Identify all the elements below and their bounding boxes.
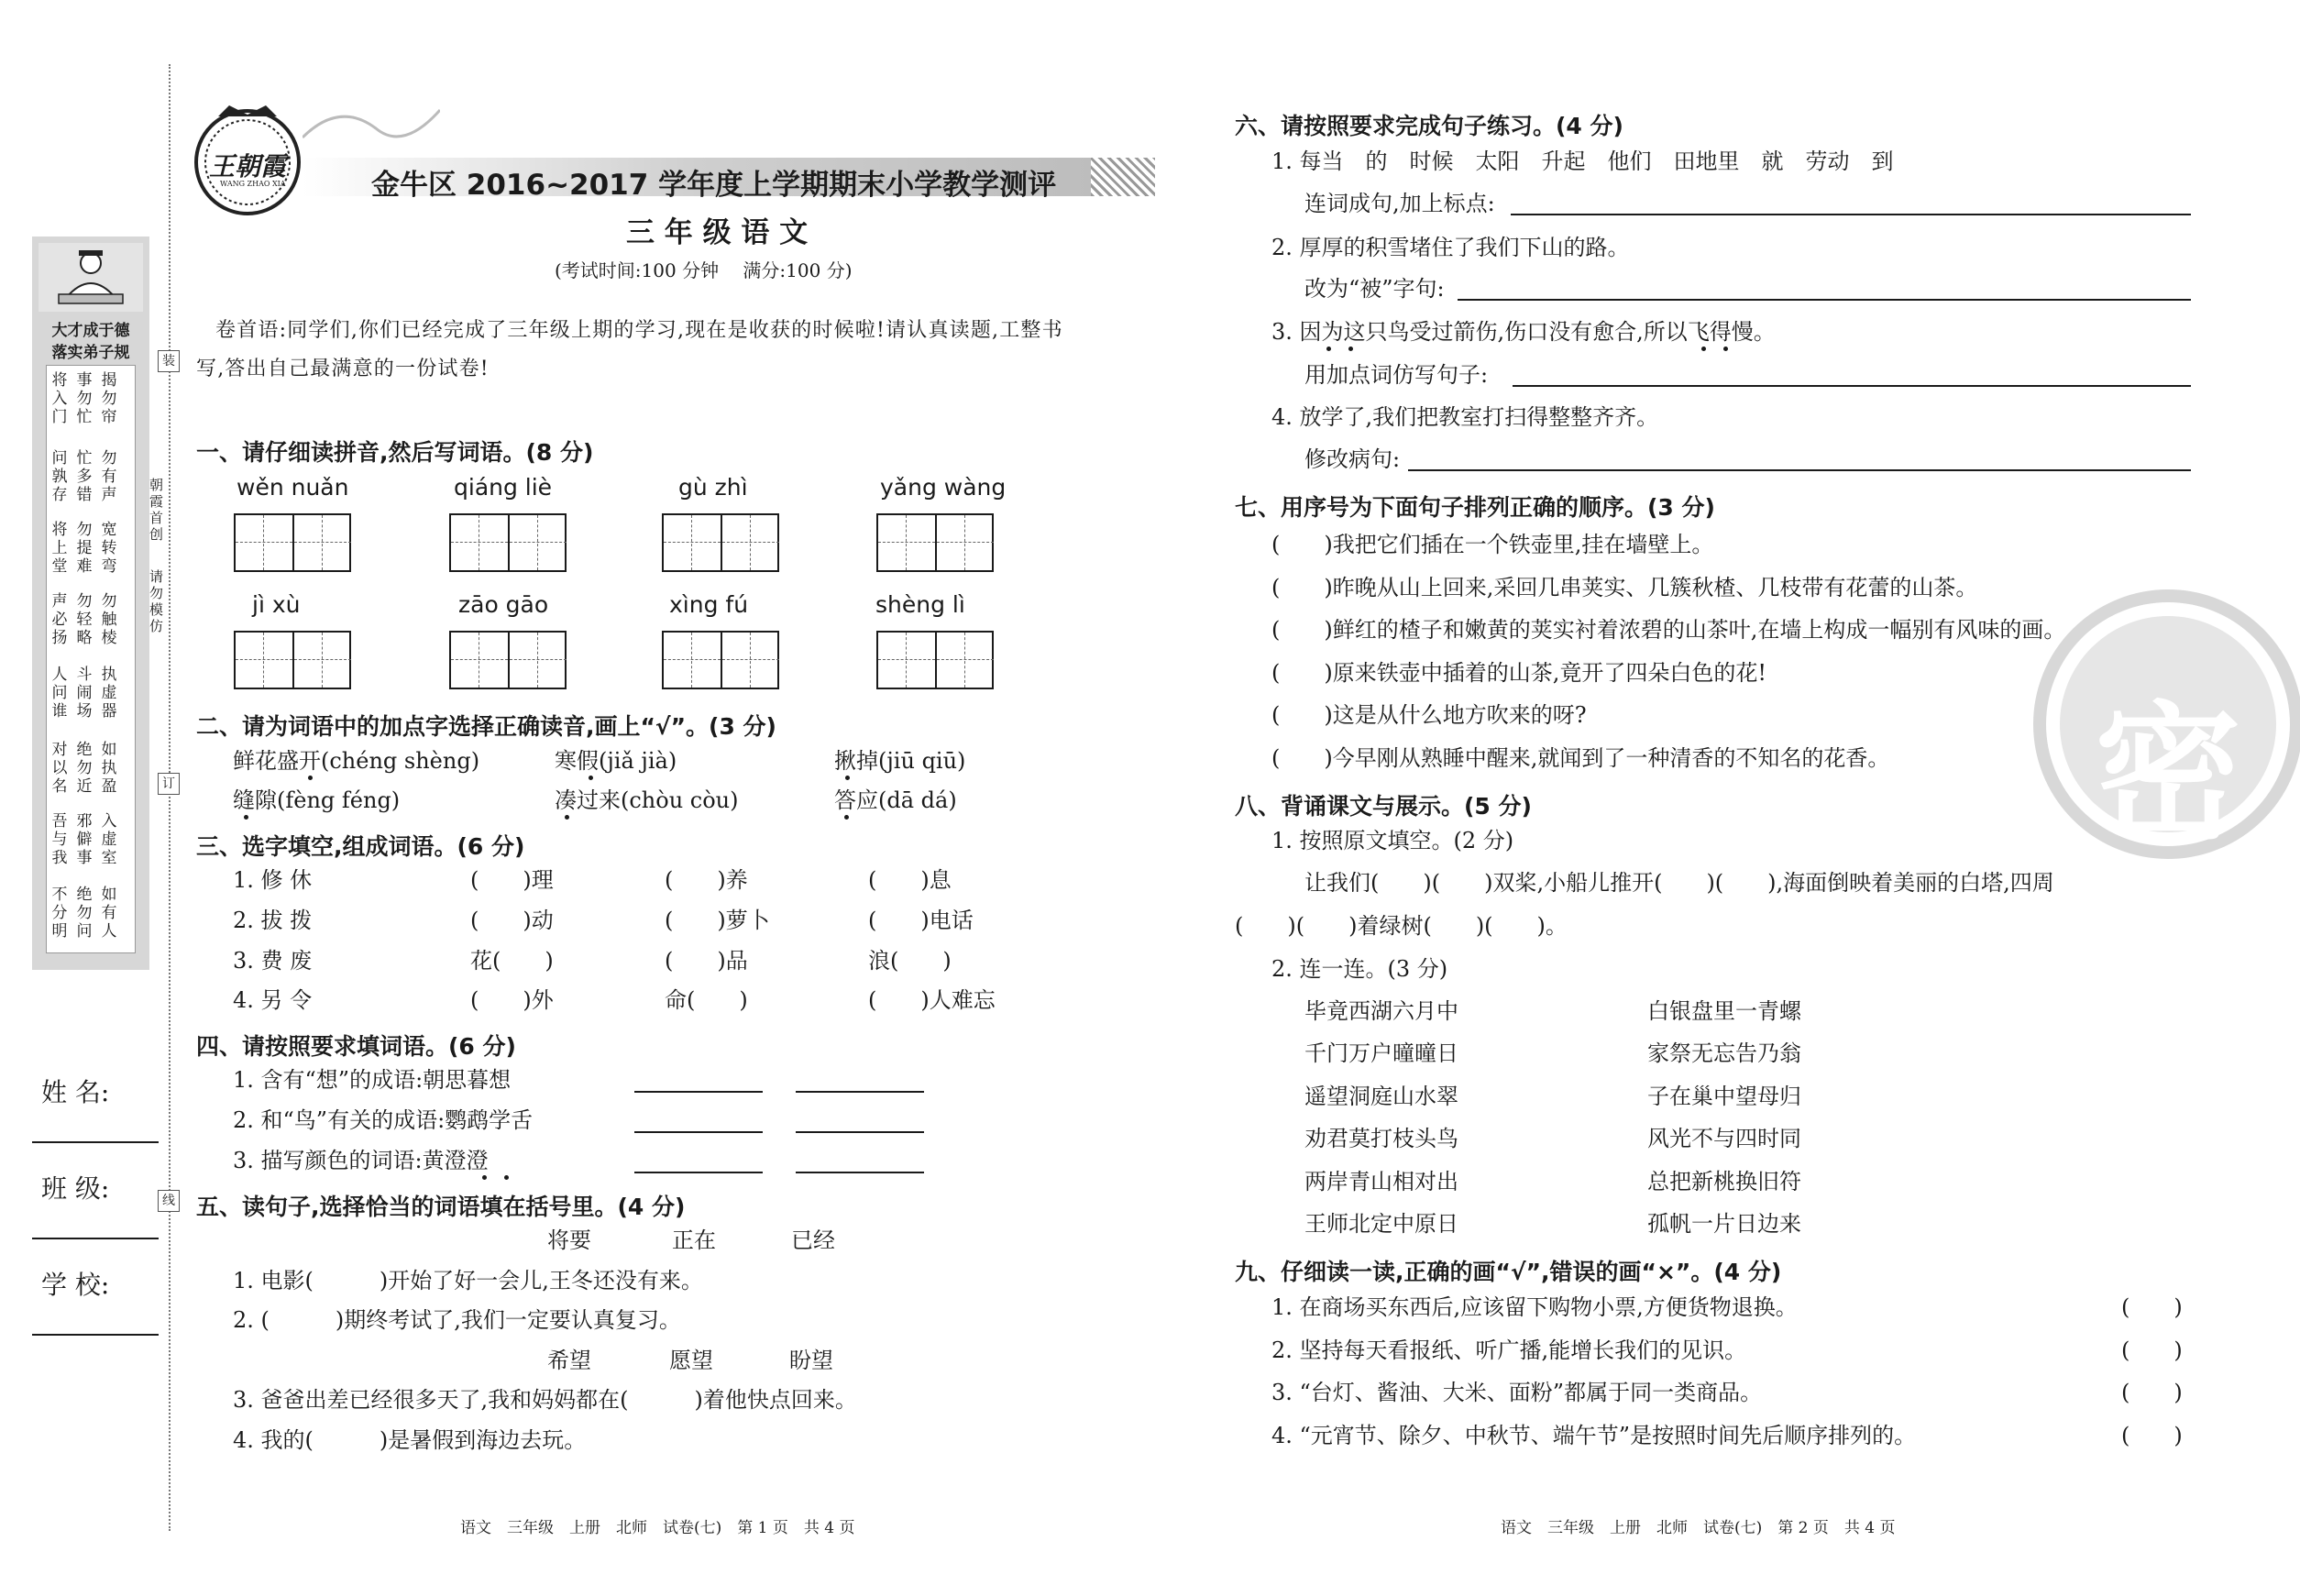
q9-title: 九、仔细读一读,正确的画“√”,错误的画“×”。(4 分) bbox=[1235, 1259, 1782, 1285]
q1-title: 一、请仔细读拼音,然后写词语。(8 分) bbox=[196, 439, 594, 466]
q1-pinyin-1: wěn nuǎn bbox=[237, 474, 349, 501]
scholar-illustration bbox=[39, 243, 143, 312]
q1-writing-grid-6[interactable] bbox=[449, 631, 567, 689]
q5-sentence-4[interactable]: 4. 我的( )是暑假到海边去玩。 bbox=[233, 1427, 587, 1453]
q1-pinyin-5: jì xù bbox=[252, 591, 301, 618]
motto-column: 将入门 bbox=[51, 371, 68, 426]
q3-blank[interactable]: ( )人难忘 bbox=[868, 987, 996, 1013]
grid-cell[interactable] bbox=[937, 633, 994, 688]
q5-word-a1: 将要 bbox=[547, 1227, 591, 1253]
grid-guide bbox=[510, 659, 567, 660]
name-label: 姓 名: bbox=[41, 1077, 110, 1107]
motto-column: 吾与我 bbox=[51, 812, 68, 867]
q5-word-b1: 希望 bbox=[547, 1348, 591, 1373]
grid-guide bbox=[236, 659, 292, 660]
motto-column: 忙多错 bbox=[76, 449, 93, 504]
seal-mark-2: 订 bbox=[158, 773, 180, 795]
motto-column: 如有人 bbox=[101, 886, 117, 941]
subject-title: 三 年 级 语 文 bbox=[626, 216, 809, 249]
q6-label-4: 修改病句: bbox=[1304, 446, 1401, 472]
q4-item-2: 2. 和“鸟”有关的成语:鹦鹉学舌 bbox=[233, 1107, 534, 1133]
motto-column: 邪僻事 bbox=[76, 812, 93, 867]
grid-guide bbox=[263, 633, 264, 688]
q6-title: 六、请按照要求完成句子练习。(4 分) bbox=[1235, 113, 1623, 139]
grid-guide bbox=[750, 515, 751, 570]
q7-item[interactable]: ( )我把它们插在一个铁壶里,挂在墙壁上。 bbox=[1271, 532, 1714, 557]
q8-match-left[interactable]: 劝君莫打枝头鸟 bbox=[1304, 1126, 1458, 1152]
q8-match-right[interactable]: 孤帆一片日边来 bbox=[1647, 1211, 1801, 1237]
motto-column: 入虚室 bbox=[101, 812, 117, 867]
grid-cell[interactable] bbox=[664, 515, 722, 570]
grid-guide bbox=[691, 515, 692, 570]
grid-cell[interactable] bbox=[451, 633, 510, 688]
emphasis-dot bbox=[308, 776, 313, 780]
emphasis-dot bbox=[845, 776, 850, 780]
emphasis-dot bbox=[1348, 347, 1353, 351]
grid-guide bbox=[263, 515, 264, 570]
q1-writing-grid-8[interactable] bbox=[876, 631, 994, 689]
q4-title: 四、请按照要求填词语。(6 分) bbox=[196, 1033, 516, 1060]
footer-left: 语文 三年级 上册 北师 试卷(七) 第 1 页 共 4 页 bbox=[460, 1519, 855, 1537]
q8-fill-line-1[interactable]: 让我们( )( )双桨,小船儿推开( )( ),海面倒映着美丽的白塔,四周 bbox=[1304, 870, 2054, 896]
q6-answer-4[interactable] bbox=[1408, 469, 2191, 471]
q3-blank[interactable]: ( )息 bbox=[868, 867, 952, 893]
q3-blank[interactable]: ( )品 bbox=[665, 948, 748, 974]
motto-column: 勿提难 bbox=[76, 521, 93, 576]
grid-guide bbox=[664, 542, 721, 543]
q9-answer-paren[interactable]: ( ) bbox=[2121, 1294, 2183, 1320]
q1-writing-grid-1[interactable] bbox=[234, 513, 351, 572]
motto-column: 勿有声 bbox=[101, 449, 117, 504]
q4-answer-1a[interactable] bbox=[634, 1091, 763, 1093]
ribbon-decoration bbox=[303, 101, 440, 156]
q1-pinyin-8: shèng lì bbox=[875, 591, 965, 618]
q4-item-1: 1. 含有“想”的成语:朝思暮想 bbox=[233, 1067, 512, 1093]
emphasis-dot bbox=[1326, 347, 1331, 351]
grid-guide bbox=[236, 542, 292, 543]
q6-sentence-3: 3. 因为这只鸟受过箭伤,伤口没有愈合,所以飞得慢。 bbox=[1271, 319, 1776, 345]
q6-answer-1[interactable] bbox=[1511, 214, 2191, 215]
q5-title: 五、读句子,选择恰当的词语填在括号里。(4 分) bbox=[196, 1194, 686, 1220]
motto-column: 宽转弯 bbox=[101, 521, 117, 576]
q1-writing-grid-5[interactable] bbox=[234, 631, 351, 689]
emphasis-dot bbox=[244, 815, 248, 820]
class-label: 班 级: bbox=[41, 1173, 110, 1204]
grid-cell[interactable] bbox=[664, 633, 722, 688]
emphasis-dot bbox=[482, 1175, 487, 1180]
q7-item[interactable]: ( )这是从什么地方吹来的呀? bbox=[1271, 702, 1587, 728]
grid-guide bbox=[294, 542, 351, 543]
side-note-1: 朝霞首创 bbox=[149, 477, 164, 543]
q7-item[interactable]: ( )原来铁壶中插着的山茶,竟开了四朵白色的花! bbox=[1271, 659, 1766, 686]
q1-writing-grid-4[interactable] bbox=[876, 513, 994, 572]
q9-answer-paren[interactable]: ( ) bbox=[2121, 1380, 2183, 1405]
q7-item[interactable]: ( )昨晚从山上回来,采回几串荚实、几簇秋楂、几枝带有花蕾的山茶。 bbox=[1271, 574, 1978, 600]
q7-item[interactable]: ( )今早刚从熟睡中醒来,就闻到了一种清香的不知名的花香。 bbox=[1271, 744, 1890, 771]
q8-sub-2: 2. 连一连。(3 分) bbox=[1271, 956, 1448, 982]
motto-top-2: 落实弟子规 bbox=[51, 344, 130, 362]
q1-pinyin-3: gù zhì bbox=[678, 474, 748, 501]
q8-match-left[interactable]: 毕竟西湖六月中 bbox=[1304, 998, 1458, 1024]
motto-column: 事勿忙 bbox=[76, 371, 93, 426]
q1-pinyin-4: yǎng wàng bbox=[880, 474, 1007, 501]
q3-blank[interactable]: 花( ) bbox=[470, 948, 554, 974]
q6-answer-2[interactable] bbox=[1458, 299, 2191, 301]
q2-item-2[interactable]: 寒假(jiǎ jià) bbox=[555, 748, 677, 774]
motto-column: 绝勿近 bbox=[76, 741, 93, 796]
q3-row-label: 2. 拔 拨 bbox=[233, 908, 313, 933]
emphasis-dot bbox=[1723, 347, 1728, 351]
time-info: (考试时间:100 分钟 满分:100 分) bbox=[555, 259, 853, 281]
grid-cell[interactable] bbox=[878, 633, 937, 688]
q6-label-3: 用加点词仿写句子: bbox=[1304, 362, 1489, 388]
q6-label-1: 连词成句,加上标点: bbox=[1304, 191, 1495, 216]
q3-row-label: 3. 费 废 bbox=[233, 948, 313, 974]
q5-word-a3: 已经 bbox=[791, 1227, 835, 1253]
q6-sentence-4: 4. 放学了,我们把教室打扫得整整齐齐。 bbox=[1271, 404, 1659, 430]
grid-guide bbox=[510, 542, 567, 543]
grid-guide bbox=[964, 633, 965, 688]
q2-item-3[interactable]: 揪掉(jiū qiū) bbox=[834, 748, 966, 774]
q4-answer-2b[interactable] bbox=[796, 1131, 924, 1133]
q7-item[interactable]: ( )鲜红的楂子和嫩黄的荚实衬着浓碧的山茶叶,在墙上构成一幅别有风味的画。 bbox=[1271, 617, 2066, 643]
q2-item-5[interactable]: 凑过来(chòu còu) bbox=[555, 787, 739, 813]
grid-cell[interactable] bbox=[294, 633, 351, 688]
q3-blank[interactable]: ( )萝卜 bbox=[665, 908, 770, 933]
intro-line-2: 写,答出自己最满意的一份试卷! bbox=[196, 358, 490, 380]
q1-writing-grid-2[interactable] bbox=[449, 513, 567, 572]
grid-cell[interactable] bbox=[510, 515, 567, 570]
grid-guide bbox=[322, 633, 323, 688]
grid-guide bbox=[691, 633, 692, 688]
grid-cell[interactable] bbox=[236, 633, 294, 688]
q8-match-right[interactable]: 子在巢中望母归 bbox=[1647, 1083, 1801, 1109]
q8-match-left[interactable]: 两岸青山相对出 bbox=[1304, 1168, 1458, 1194]
q4-answer-3a[interactable] bbox=[634, 1172, 763, 1173]
name-field[interactable] bbox=[32, 1141, 159, 1143]
grid-cell[interactable] bbox=[937, 515, 994, 570]
q9-item: 4. “元宵节、除夕、中秋节、端午节”是按照时间先后顺序排列的。 bbox=[1271, 1422, 1917, 1448]
emphasis-dot bbox=[1701, 347, 1706, 351]
q1-pinyin-6: zāo gāo bbox=[458, 591, 549, 618]
q5-word-a2: 正在 bbox=[672, 1227, 716, 1253]
q8-match-left[interactable]: 千门万户曈曈日 bbox=[1304, 1040, 1458, 1067]
q1-writing-grid-7[interactable] bbox=[662, 631, 779, 689]
q1-pinyin-7: xìng fú bbox=[669, 591, 749, 618]
q3-blank[interactable]: 命( ) bbox=[665, 987, 748, 1013]
emphasis-dot bbox=[844, 815, 849, 820]
grid-guide bbox=[664, 659, 721, 660]
q8-sub-1: 1. 按照原文填空。(2 分) bbox=[1271, 828, 1514, 853]
school-label: 学 校: bbox=[41, 1270, 110, 1300]
q6-answer-3[interactable] bbox=[1513, 385, 2191, 387]
q3-blank[interactable]: ( )理 bbox=[470, 867, 554, 893]
exam-title: 金牛区 2016~2017 学年度上学期期末小学教学测评 bbox=[371, 169, 1057, 202]
q8-title: 八、背诵课文与展示。(5 分) bbox=[1235, 793, 1532, 820]
q4-answer-1b[interactable] bbox=[796, 1091, 924, 1093]
q8-match-right[interactable]: 总把新桃换旧符 bbox=[1647, 1168, 1801, 1194]
q2-item-4[interactable]: 缝隙(fèng féng) bbox=[233, 787, 401, 813]
motto-column: 问孰存 bbox=[51, 449, 68, 504]
logo-text: 王朝霞 bbox=[209, 151, 287, 182]
watermark-char: 密 bbox=[2095, 688, 2242, 859]
q5-word-b3: 盼望 bbox=[789, 1348, 833, 1373]
grid-cell[interactable] bbox=[722, 515, 779, 570]
grid-cell[interactable] bbox=[878, 515, 937, 570]
grid-guide bbox=[451, 659, 508, 660]
q6-sentence-1: 1. 每当 的 时候 太阳 升起 他们 田地里 就 劳动 到 bbox=[1271, 149, 1894, 174]
grid-guide bbox=[294, 659, 351, 660]
motto-column: 斗闹场 bbox=[76, 666, 93, 721]
grid-cell[interactable] bbox=[451, 515, 510, 570]
q9-item: 2. 坚持每天看报纸、听广播,能增长我们的见识。 bbox=[1271, 1337, 1747, 1363]
motto-column: 声必扬 bbox=[51, 592, 68, 647]
q8-fill-line-2[interactable]: ( )( )着绿树( )( )。 bbox=[1235, 913, 1568, 939]
grid-guide bbox=[722, 659, 779, 660]
motto-column: 揭勿帘 bbox=[101, 371, 117, 426]
grid-guide bbox=[722, 542, 779, 543]
q3-blank[interactable]: 浪( ) bbox=[868, 948, 952, 974]
grid-guide bbox=[750, 633, 751, 688]
intro-line-1: 卷首语:同学们,你们已经完成了三年级上期的学习,现在是收获的时候啦!请认真读题,工整书 bbox=[215, 319, 1063, 342]
side-note-2: 请勿模仿 bbox=[149, 568, 164, 634]
emphasis-dot bbox=[589, 776, 593, 780]
q3-row-label: 1. 修 休 bbox=[233, 867, 313, 893]
motto-top-1: 大才成于德 bbox=[51, 322, 130, 340]
q3-blank[interactable]: ( )外 bbox=[470, 987, 554, 1013]
q9-answer-paren[interactable]: ( ) bbox=[2121, 1337, 2183, 1363]
q9-answer-paren[interactable]: ( ) bbox=[2121, 1422, 2183, 1448]
emphasis-dot bbox=[504, 1175, 509, 1180]
q5-sentence-1[interactable]: 1. 电影( )开始了好一会儿,王冬还没有来。 bbox=[233, 1268, 703, 1293]
q9-item: 3. “台灯、酱油、大米、面粉”都属于同一类商品。 bbox=[1271, 1380, 1763, 1405]
q3-title: 三、选字填空,组成词语。(6 分) bbox=[196, 833, 525, 860]
grid-guide bbox=[537, 515, 538, 570]
q3-row-label: 4. 另 令 bbox=[233, 987, 313, 1013]
grid-guide bbox=[906, 633, 907, 688]
grid-cell[interactable] bbox=[294, 515, 351, 570]
q8-match-right[interactable]: 白银盘里一青螺 bbox=[1647, 998, 1801, 1024]
title-band-pattern bbox=[1091, 158, 1155, 196]
school-field[interactable] bbox=[32, 1334, 159, 1336]
q2-item-6[interactable]: 答应(dā dá) bbox=[834, 787, 957, 813]
q2-item-1[interactable]: 鲜花盛开(chéng shèng) bbox=[233, 748, 480, 774]
motto-column: 勿轻略 bbox=[76, 592, 93, 647]
q3-blank[interactable]: ( )电话 bbox=[868, 908, 974, 933]
seal-mark-1: 装 bbox=[158, 350, 180, 372]
class-field[interactable] bbox=[32, 1238, 159, 1239]
q7-title: 七、用序号为下面句子排列正确的顺序。(3 分) bbox=[1235, 494, 1715, 521]
q3-blank[interactable]: ( )动 bbox=[470, 908, 554, 933]
grid-guide bbox=[322, 515, 323, 570]
grid-guide bbox=[451, 542, 508, 543]
q3-blank[interactable]: ( )养 bbox=[665, 867, 748, 893]
q4-item-3: 3. 描写颜色的词语:黄澄澄 bbox=[233, 1148, 489, 1173]
seal-mark-3: 线 bbox=[158, 1190, 180, 1212]
footer-right: 语文 三年级 上册 北师 试卷(七) 第 2 页 共 4 页 bbox=[1501, 1519, 1896, 1537]
motto-column: 如执盈 bbox=[101, 741, 117, 796]
grid-cell[interactable] bbox=[510, 633, 567, 688]
q8-match-right[interactable]: 风光不与四时同 bbox=[1647, 1126, 1801, 1152]
q4-answer-3b[interactable] bbox=[796, 1172, 924, 1173]
q6-label-2: 改为“被”字句: bbox=[1304, 276, 1445, 302]
motto-column: 不分明 bbox=[51, 886, 68, 941]
grid-guide bbox=[878, 542, 935, 543]
binding-line bbox=[169, 64, 171, 1531]
motto-column: 执虚器 bbox=[101, 666, 117, 721]
motto-column: 将上堂 bbox=[51, 521, 68, 576]
q8-match-right[interactable]: 家祭无忘告乃翁 bbox=[1647, 1040, 1801, 1067]
grid-guide bbox=[537, 633, 538, 688]
grid-guide bbox=[964, 515, 965, 570]
q1-pinyin-2: qiáng liè bbox=[454, 474, 553, 501]
grid-guide bbox=[906, 515, 907, 570]
logo-subtext: WANG ZHAO XIA bbox=[220, 180, 286, 188]
q2-title: 二、请为词语中的加点字选择正确读音,画上“√”。(3 分) bbox=[196, 713, 776, 740]
grid-cell[interactable] bbox=[236, 515, 294, 570]
motto-column: 人问谁 bbox=[51, 666, 68, 721]
emphasis-dot bbox=[565, 815, 569, 820]
q5-sentence-3[interactable]: 3. 爸爸出差已经很多天了,我和妈妈都在( )着他快点回来。 bbox=[233, 1387, 857, 1413]
grid-guide bbox=[937, 659, 994, 660]
grid-guide bbox=[937, 542, 994, 543]
motto-column: 对以名 bbox=[51, 741, 68, 796]
q5-word-b2: 愿望 bbox=[669, 1348, 713, 1373]
motto-column: 绝勿问 bbox=[76, 886, 93, 941]
grid-cell[interactable] bbox=[722, 633, 779, 688]
q8-match-left[interactable]: 王师北定中原日 bbox=[1304, 1211, 1458, 1237]
motto-column: 勿触棱 bbox=[101, 592, 117, 647]
q8-match-left[interactable]: 遥望洞庭山水翠 bbox=[1304, 1083, 1458, 1109]
q6-sentence-2: 2. 厚厚的积雪堵住了我们下山的路。 bbox=[1271, 235, 1630, 260]
q5-sentence-2[interactable]: 2. ( )期终考试了,我们一定要认真复习。 bbox=[233, 1307, 681, 1333]
q4-answer-2a[interactable] bbox=[634, 1131, 763, 1133]
grid-guide bbox=[878, 659, 935, 660]
q1-writing-grid-3[interactable] bbox=[662, 513, 779, 572]
q9-item: 1. 在商场买东西后,应该留下购物小票,方便货物退换。 bbox=[1271, 1294, 1798, 1320]
